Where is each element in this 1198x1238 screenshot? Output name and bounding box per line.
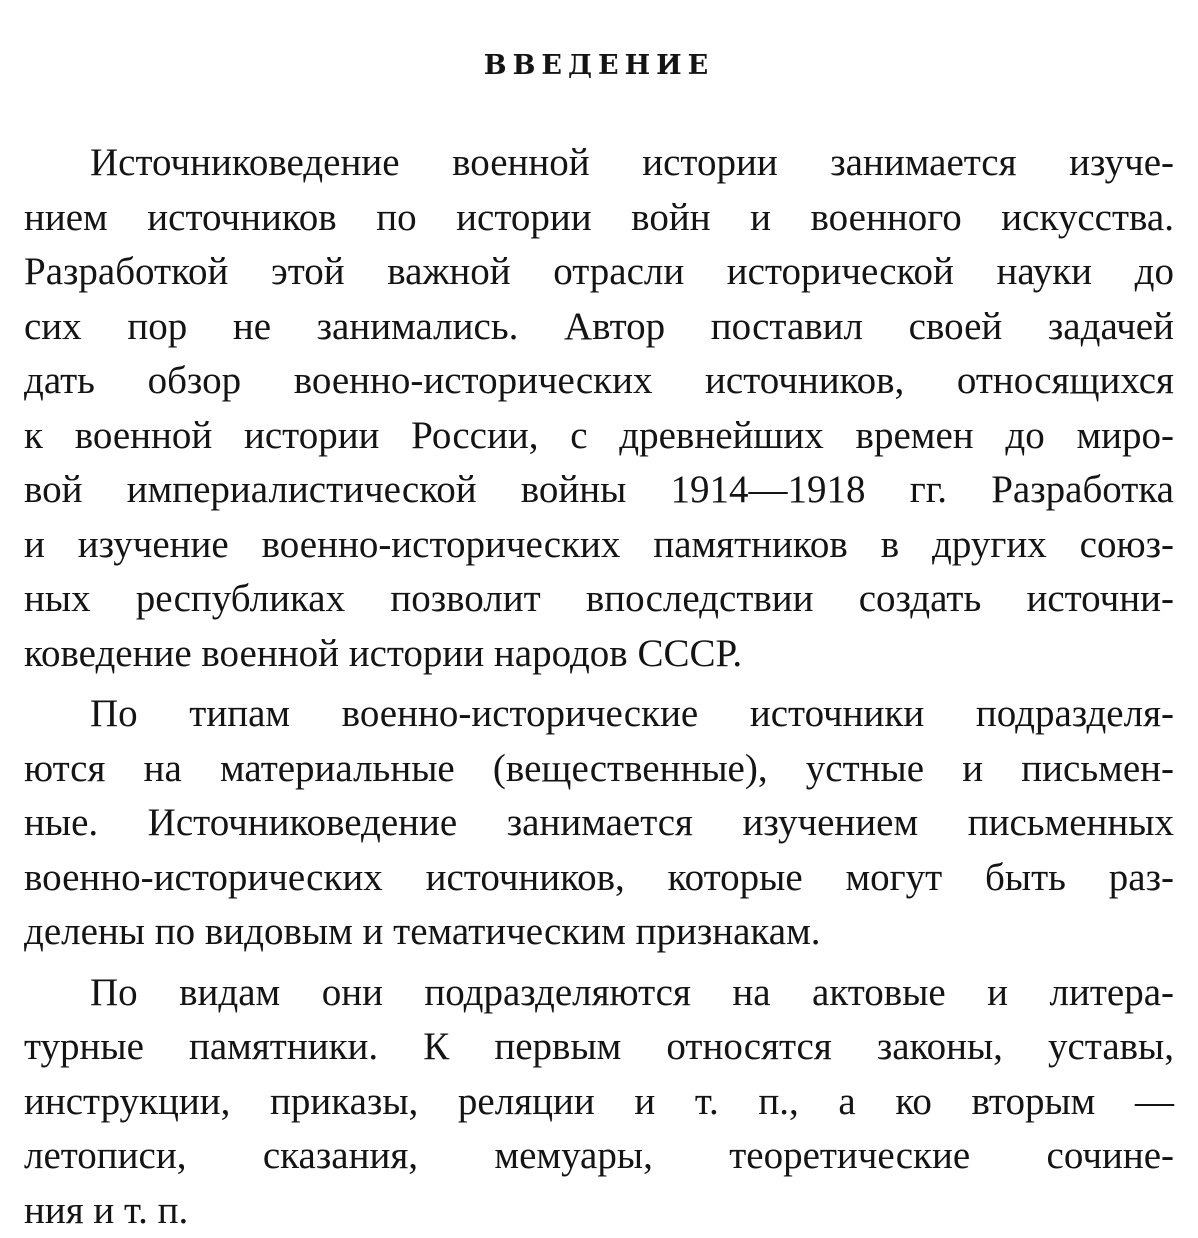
- text-line: Разработкой этой важной отрасли исторической науки до: [24, 245, 1174, 300]
- text-line: военно-исторических источников, которые могут быть раз-: [24, 851, 1174, 906]
- text-line: По типам военно-исторические источники подразделя-: [24, 687, 1174, 742]
- paragraph-1: [24, 136, 1174, 681]
- text-line: к военной истории России, с древнейших времен до миро-: [24, 409, 1174, 464]
- text-line: ния и т. п.: [24, 1184, 1174, 1238]
- text-line: По видам они подразделяются на актовые и литера-: [24, 966, 1174, 1021]
- text-line: сих пор не занимались. Автор поставил своей задачей: [24, 300, 1174, 355]
- section-heading: ВВЕДЕНИЕ: [0, 44, 1198, 88]
- text-line: ются на материальные (вещественные), устные и письмен-: [24, 742, 1174, 797]
- text-line: ные. Источниковедение занимается изучением письменных: [24, 796, 1174, 851]
- text-line: турные памятники. К первым относятся законы, уставы,: [24, 1020, 1174, 1075]
- text-line: летописи, сказания, мемуары, теоретические сочине-: [24, 1129, 1174, 1184]
- paragraph-3: [24, 966, 1174, 1238]
- text-line: коведение военной истории народов СССР.: [24, 627, 1174, 682]
- document-body: [24, 136, 1174, 1238]
- text-line: делены по видовым и тематическим признакам.: [24, 905, 1174, 960]
- text-line: нием источников по истории войн и военного искусства.: [24, 191, 1174, 246]
- text-line: вой империалистической войны 1914—1918 гг. Разработка: [24, 463, 1174, 518]
- paragraph-2: [24, 687, 1174, 960]
- text-line: и изучение военно-исторических памятников в других союз-: [24, 518, 1174, 573]
- text-line: Источниковедение военной истории занимается изуче-: [24, 136, 1174, 191]
- text-line: инструкции, приказы, реляции и т. п., а ко вторым —: [24, 1075, 1174, 1130]
- text-line: дать обзор военно-исторических источников, относящихся: [24, 354, 1174, 409]
- text-line: ных республиках позволит впоследствии создать источни-: [24, 572, 1174, 627]
